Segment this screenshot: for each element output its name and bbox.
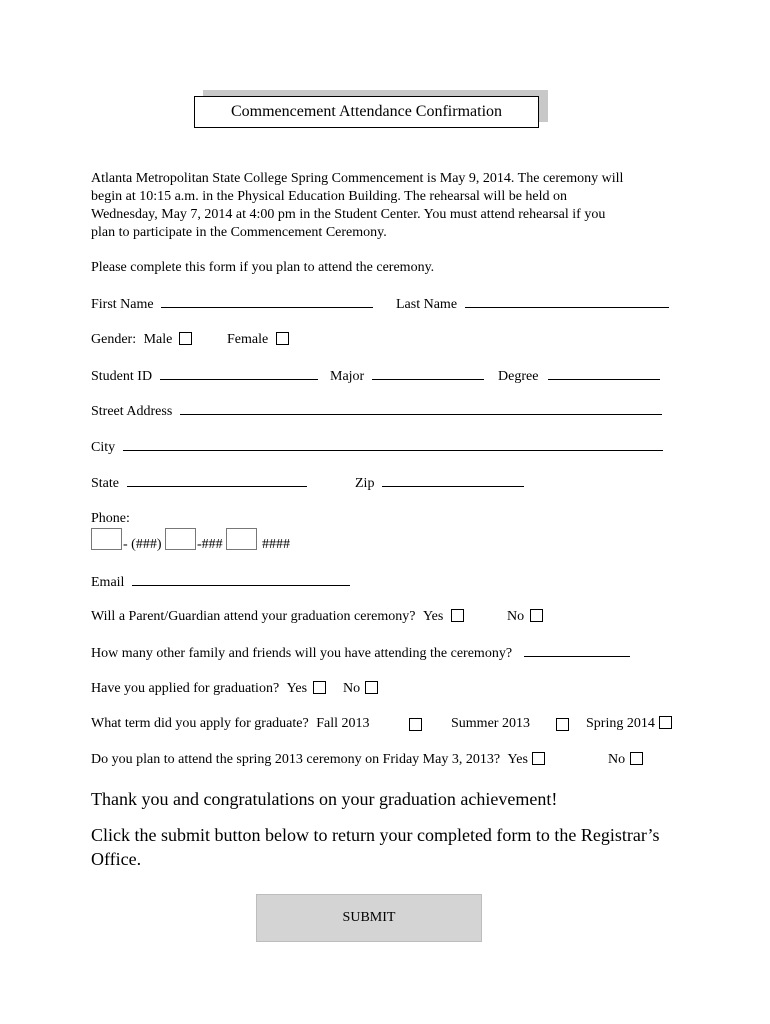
phone-area-box[interactable] bbox=[165, 528, 196, 550]
email-label: Email bbox=[91, 575, 125, 590]
parent-yes-checkbox[interactable] bbox=[451, 609, 464, 622]
spring-no-label: No bbox=[608, 752, 626, 767]
submit-button[interactable] bbox=[256, 894, 482, 942]
thank-you-text: Thank you and congratulations on your graduation achievement! bbox=[91, 789, 558, 809]
street-address-row bbox=[91, 401, 662, 421]
major-label: Major bbox=[330, 369, 365, 384]
phone-label: Phone: bbox=[91, 511, 130, 526]
student-id-field[interactable] bbox=[160, 366, 318, 380]
spring-no-checkbox[interactable] bbox=[630, 752, 643, 765]
gender-row bbox=[91, 330, 192, 350]
first-name-label: First Name bbox=[91, 297, 154, 312]
last-name-label: Last Name bbox=[396, 297, 458, 312]
first-name-field[interactable] bbox=[161, 294, 373, 308]
term-summer-label: Summer 2013 bbox=[451, 716, 530, 731]
applied-question-row bbox=[91, 679, 378, 699]
zip-field[interactable] bbox=[382, 473, 524, 487]
city-label: City bbox=[91, 440, 116, 455]
term-summer-checkbox[interactable] bbox=[556, 718, 569, 731]
degree-row bbox=[498, 366, 660, 386]
submit-instruction-line-1: Click the submit button below to return your completed form to the Registrar’s bbox=[91, 825, 660, 845]
degree-field[interactable] bbox=[548, 366, 660, 380]
degree-label: Degree bbox=[498, 369, 539, 384]
spring-no-row bbox=[608, 750, 643, 770]
submit-instruction-line-2: Office. bbox=[91, 849, 142, 869]
city-row bbox=[91, 437, 663, 457]
male-checkbox[interactable] bbox=[179, 332, 192, 345]
submit-button-label: SUBMIT bbox=[342, 910, 396, 925]
city-field[interactable] bbox=[123, 437, 663, 451]
instruction-text: Please complete this form if you plan to attend the ceremony. bbox=[91, 260, 435, 275]
female-row bbox=[227, 330, 289, 350]
email-row bbox=[91, 572, 350, 592]
state-label: State bbox=[91, 476, 119, 491]
parent-no-label: No bbox=[507, 609, 525, 624]
phone-prefix-box[interactable] bbox=[226, 528, 257, 550]
street-address-field[interactable] bbox=[180, 401, 662, 415]
student-id-label: Student ID bbox=[91, 369, 153, 384]
term-fall-checkbox[interactable] bbox=[409, 718, 422, 731]
major-row bbox=[330, 366, 484, 386]
intro-paragraph bbox=[91, 170, 681, 242]
applied-yes-checkbox[interactable] bbox=[313, 681, 326, 694]
last-name-row bbox=[396, 294, 669, 314]
parent-question-row bbox=[91, 607, 464, 627]
zip-label: Zip bbox=[355, 476, 375, 491]
state-row bbox=[91, 473, 307, 493]
phone-country-box[interactable] bbox=[91, 528, 122, 550]
term-spring-row bbox=[586, 714, 672, 734]
last-name-field[interactable] bbox=[465, 294, 669, 308]
term-question: What term did you apply for graduate? bbox=[91, 716, 309, 731]
family-question: How many other family and friends will you have attending the ceremony? bbox=[91, 646, 513, 661]
parent-no-checkbox[interactable] bbox=[530, 609, 543, 622]
applied-question: Have you applied for graduation? bbox=[91, 681, 280, 696]
applied-no-label: No bbox=[343, 681, 361, 696]
form-title bbox=[194, 96, 539, 128]
email-field[interactable] bbox=[132, 572, 350, 586]
name-row bbox=[91, 294, 373, 314]
state-field[interactable] bbox=[127, 473, 307, 487]
intro-line: Wednesday, May 7, 2014 at 4:00 pm in the Student Center. You must attend rehearsal if you bbox=[91, 207, 606, 222]
female-label: Female bbox=[227, 332, 269, 347]
male-label: Male bbox=[143, 332, 173, 347]
parent-no-row bbox=[507, 607, 543, 627]
intro-line: Atlanta Metropolitan State College Spring Commencement is May 9, 2014. The ceremony will bbox=[91, 171, 624, 186]
intro-line: begin at 10:15 a.m. in the Physical Education Building. The rehearsal will be held on bbox=[91, 189, 568, 204]
gender-label: Gender: bbox=[91, 332, 137, 347]
spring-yes-label: Yes bbox=[507, 752, 528, 767]
street-address-label: Street Address bbox=[91, 404, 173, 419]
female-checkbox[interactable] bbox=[276, 332, 289, 345]
family-question-row bbox=[91, 643, 630, 663]
spring-question-row bbox=[91, 750, 545, 770]
major-field[interactable] bbox=[372, 366, 484, 380]
parent-question: Will a Parent/Guardian attend your graduation ceremony? bbox=[91, 609, 416, 624]
term-spring-checkbox[interactable] bbox=[659, 716, 672, 729]
student-id-row bbox=[91, 366, 318, 386]
zip-row bbox=[355, 473, 524, 493]
family-count-field[interactable] bbox=[524, 643, 630, 657]
term-fall-label: Fall 2013 bbox=[316, 716, 370, 731]
intro-line: plan to participate in the Commencement Ceremony. bbox=[91, 225, 387, 240]
phone-prefix-label: -### bbox=[197, 537, 223, 552]
term-question-row bbox=[91, 714, 369, 734]
phone-area-label: - (###) bbox=[123, 537, 162, 552]
applied-no-checkbox[interactable] bbox=[365, 681, 378, 694]
phone-line-label: #### bbox=[262, 537, 290, 552]
applied-yes-label: Yes bbox=[286, 681, 308, 696]
parent-yes-label: Yes bbox=[422, 609, 444, 624]
spring-question: Do you plan to attend the spring 2013 ceremony on Friday May 3, 2013? bbox=[91, 752, 501, 767]
form-title-text: Commencement Attendance Confirmation bbox=[230, 103, 503, 120]
term-spring-label: Spring 2014 bbox=[586, 716, 655, 731]
spring-yes-checkbox[interactable] bbox=[532, 752, 545, 765]
